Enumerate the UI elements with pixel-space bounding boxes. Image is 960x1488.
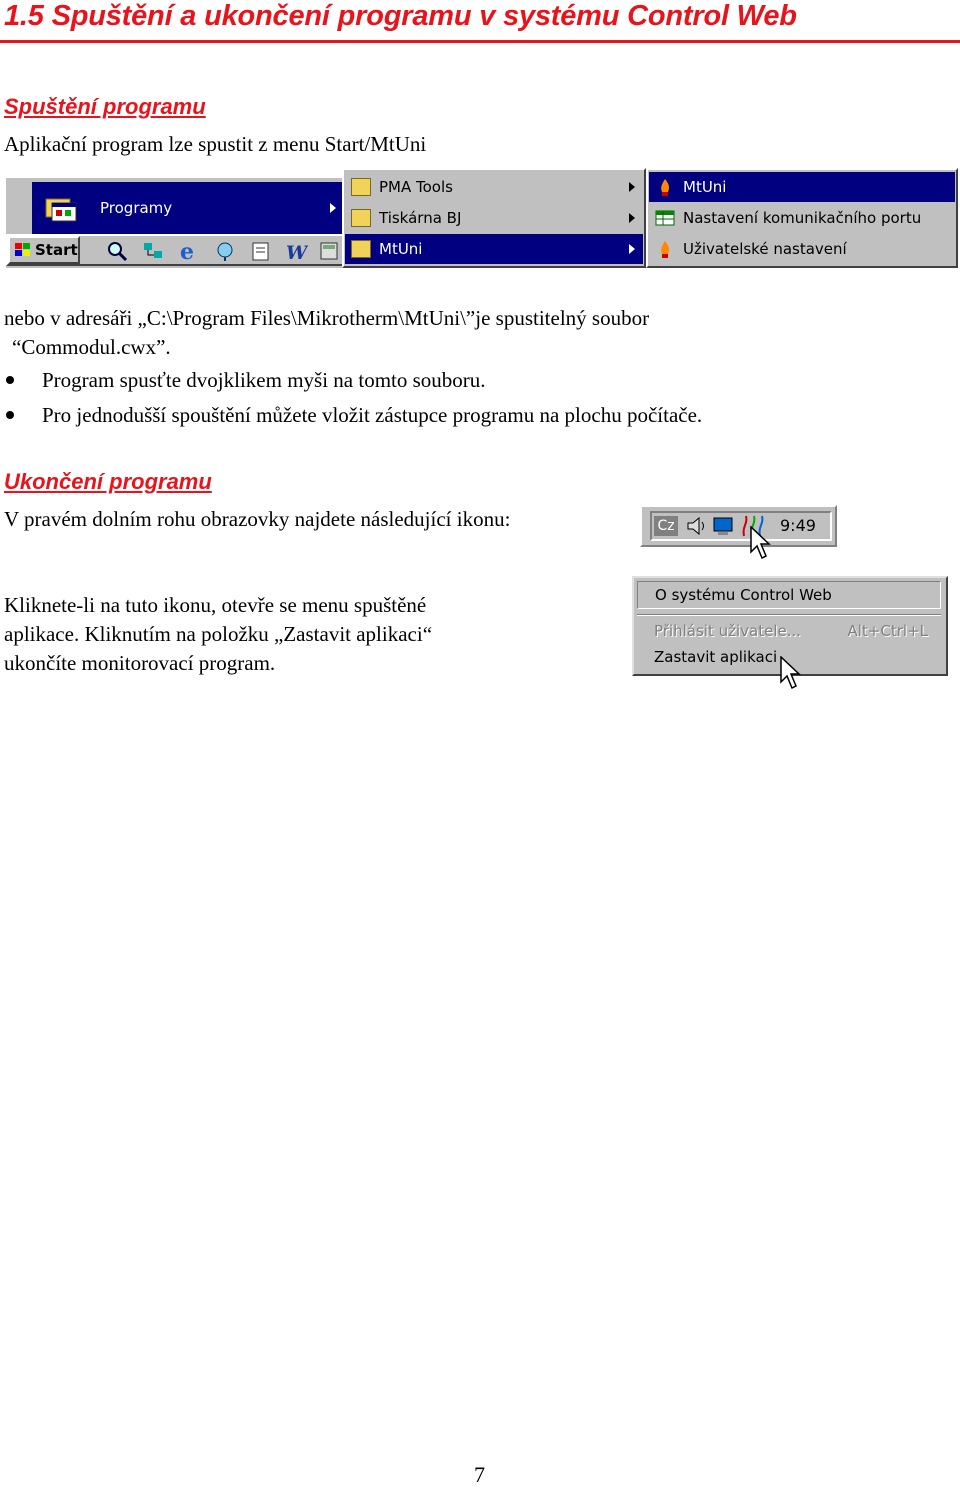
menu-separator	[637, 614, 941, 616]
menu-item-tiskarna-bj[interactable]	[345, 203, 643, 233]
context-paragraph-line3: ukončíte monitorovací program.	[4, 651, 276, 675]
clock-time: 9:49	[780, 516, 816, 535]
menu-item-pma-tools[interactable]	[345, 172, 643, 202]
section-title-start: Spuštění programu	[4, 94, 206, 119]
windows-logo-icon	[14, 242, 32, 258]
calculator-icon[interactable]	[318, 240, 340, 262]
pma-tools-label: PMA Tools	[379, 178, 453, 196]
uzivatelske-nastaveni-label: Uživatelské nastavení	[683, 240, 847, 258]
section1-intro: Aplikační program lze spustit z menu Start/MtUni	[4, 132, 427, 156]
folder-icon	[351, 240, 371, 258]
submenu-arrow-icon	[629, 213, 635, 223]
context-paragraph-line1: Kliknete-li na tuto ikonu, otevře se menu spuštěné	[4, 593, 427, 617]
menu-item-nastaveni-portu[interactable]	[649, 203, 955, 233]
zastavit-label: Zastavit aplikaci	[654, 648, 778, 666]
svg-text:W: W	[286, 242, 308, 262]
search-icon[interactable]	[106, 240, 128, 262]
page-number: 7	[474, 1462, 485, 1487]
bullet-dot	[6, 376, 14, 384]
svg-text:e: e	[180, 240, 194, 262]
start-label: Start	[35, 241, 78, 259]
satellite-icon[interactable]	[214, 240, 236, 262]
mouse-cursor-icon	[750, 526, 772, 565]
bullet-item: Pro jednodušší spouštění můžete vložit zástupce programu na plochu počítače.	[42, 403, 703, 427]
prihlasit-label: Přihlásit uživatele...	[654, 622, 802, 640]
menu-item-o-systemu[interactable]	[637, 581, 941, 609]
flame-icon	[655, 178, 675, 196]
menu-item-prihlasit[interactable]	[654, 620, 938, 642]
table-icon	[655, 209, 675, 227]
programs-folder-icon	[44, 193, 78, 223]
mtuni-app-label: MtUni	[683, 178, 727, 196]
menu-item-mtuni-folder[interactable]	[345, 234, 643, 264]
start-button[interactable]	[8, 236, 80, 264]
notepad-icon[interactable]	[250, 240, 272, 262]
mouse-cursor-icon	[780, 656, 802, 695]
flame-icon	[655, 240, 675, 258]
o-systemu-label: O systému Control Web	[655, 586, 832, 604]
tray-area	[650, 511, 832, 541]
page-title: 1.5 Spuštění a ukončení programu v systému Control Web	[4, 0, 797, 32]
path-paragraph-line1: nebo v adresáři „C:\Program Files\Mikrotherm\MtUni\”je spustitelný soubor	[4, 306, 650, 330]
submenu-arrow-icon	[629, 182, 635, 192]
language-indicator[interactable]: Cz	[654, 516, 678, 536]
bullet-dot	[6, 411, 14, 419]
folder-icon	[351, 209, 371, 227]
programy-label: Programy	[100, 199, 173, 217]
submenu-arrow-icon	[330, 203, 336, 213]
menu-item-programy[interactable]	[32, 182, 344, 234]
monitor-icon[interactable]	[712, 516, 736, 541]
shortcut-label: Alt+Ctrl+L	[847, 622, 928, 640]
mtuni-folder-label: MtUni	[379, 240, 423, 258]
nastaveni-portu-label: Nastavení komunikačního portu	[683, 209, 922, 227]
folder-icon	[351, 178, 371, 196]
menu-item-mtuni-app[interactable]	[649, 172, 955, 202]
network-icon[interactable]	[142, 240, 164, 262]
internet-explorer-icon[interactable]	[178, 240, 200, 262]
context-paragraph-line2: aplikace. Kliknutím na položku „Zastavit aplikaci“	[4, 622, 433, 646]
bullet-item: Program spusťte dvojklikem myši na tomto souboru.	[42, 368, 486, 392]
tiskarna-bj-label: Tiskárna BJ	[379, 209, 462, 227]
submenu-arrow-icon	[629, 244, 635, 254]
start-menu-screenshot	[6, 168, 958, 268]
section-title-stop: Ukončení programu	[4, 469, 212, 494]
menu-item-uzivatelske-nastaveni[interactable]	[649, 234, 955, 264]
title-underline	[0, 40, 960, 43]
speaker-icon[interactable]	[686, 516, 708, 541]
word-icon[interactable]	[286, 240, 308, 262]
system-tray-screenshot	[640, 505, 837, 547]
section2-intro: V pravém dolním rohu obrazovky najdete následující ikonu:	[4, 507, 511, 531]
path-paragraph-line2: “Commodul.cwx”.	[12, 335, 171, 359]
